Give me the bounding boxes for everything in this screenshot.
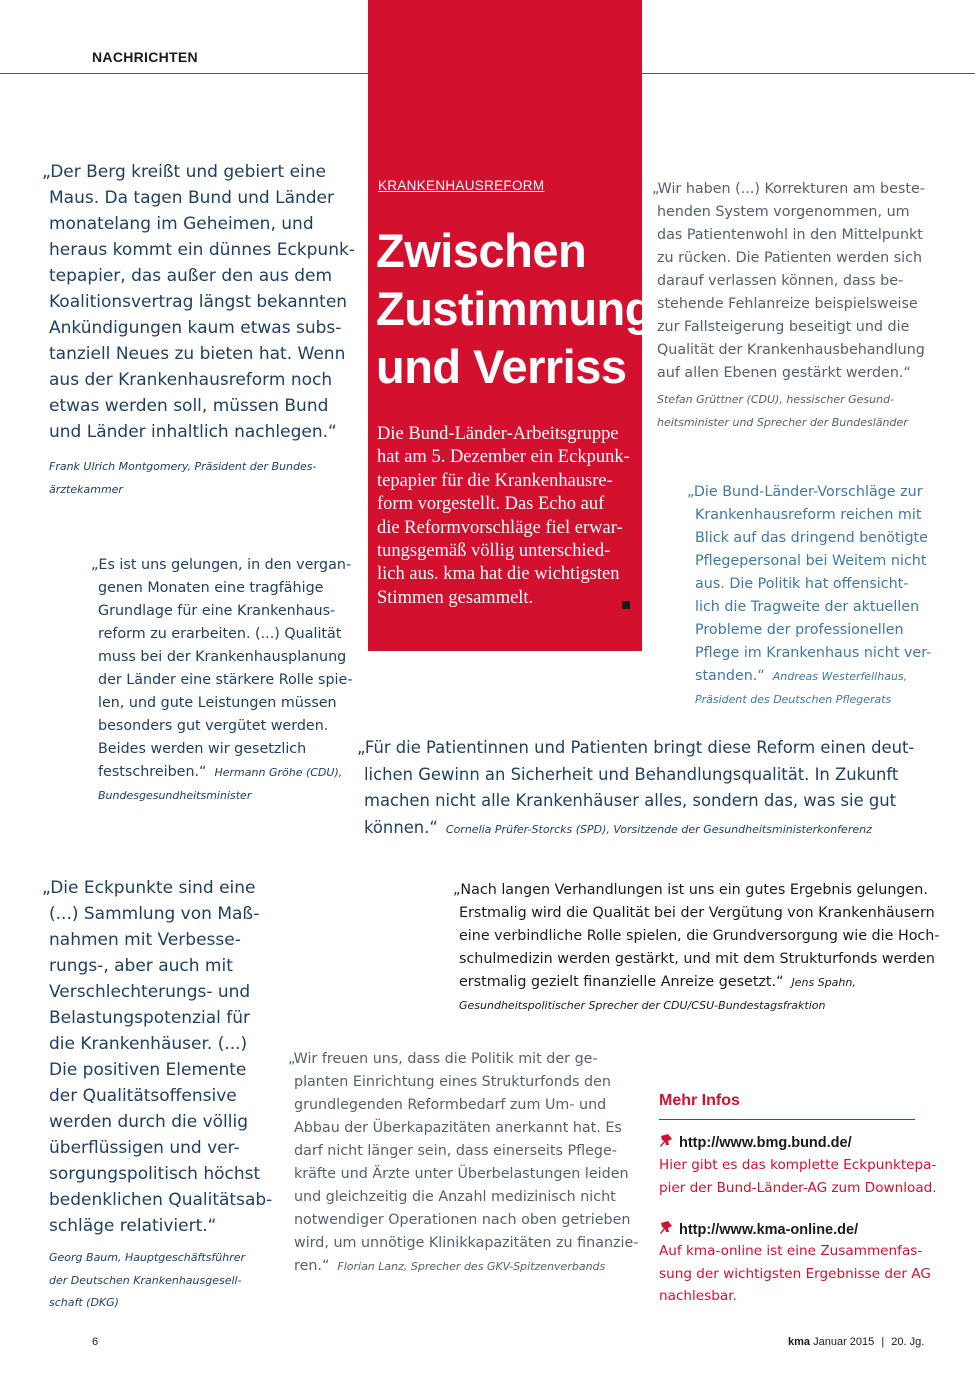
quote-line: Koalitionsvertrag längst bekannten — [49, 292, 348, 312]
quote-line: der Länder eine stärkere Rolle spie- — [98, 672, 353, 688]
source-lanz: Florian Lanz, Sprecher des GKV-Spitzenverbands — [337, 1260, 606, 1273]
quote-line: Die positiven Elemente — [49, 1060, 247, 1080]
source-groehe: Hermann Gröhe (CDU), — [214, 766, 343, 779]
info-line: Hier gibt es das komplette Eckpunktepa- — [659, 1157, 937, 1173]
quote-line: machen nicht alle Krankenhäuser alles, sondern das, was sie gut — [364, 791, 897, 810]
footer-issue-date: Januar 2015 — [813, 1336, 875, 1348]
quote-line: und Länder inhaltlich nachlegen.“ — [49, 422, 337, 442]
lead-line: Die Bund-Länder-Arbeitsgruppe — [377, 424, 619, 444]
source-spahn: Jens Spahn, — [791, 976, 856, 989]
quote-line: „Wir freuen uns, dass die Politik mit der ge- — [288, 1051, 598, 1067]
link-url[interactable]: http://www.bmg.bund.de/ — [679, 1135, 852, 1151]
source-line: Präsident des Deutschen Pflegerats — [695, 693, 892, 706]
quote-line: Blick auf das dringend benötigte — [695, 530, 928, 546]
quote-line: festschreiben.“ — [98, 764, 207, 780]
quote-line: notwendiger Operationen nach oben getrieben — [294, 1212, 631, 1228]
end-mark-icon — [622, 601, 630, 609]
footer-brand: kma — [788, 1336, 811, 1348]
quote-line: Verschlechterungs- und — [49, 982, 251, 1002]
lead-line: tungsgemäß völlig unterschied- — [377, 541, 611, 562]
quote-line: „Die Eckpunkte sind eine — [42, 878, 256, 898]
quote-line: erstmalig gezielt finanzielle Anreize gesetzt.“ — [459, 974, 784, 990]
quote-line: „Wir haben (...) Korrekturen am beste- — [652, 181, 925, 197]
quote-line: Pflege im Krankenhaus nicht ver- — [695, 645, 932, 661]
pushpin-icon — [659, 1133, 675, 1149]
quote-spahn — [453, 879, 940, 1017]
source-gruettner — [657, 388, 908, 434]
quote-line: „Der Berg kreißt und gebiert eine — [42, 162, 327, 182]
quote-line: darf nicht länger sein, dass einerseits Pflege- — [294, 1143, 617, 1159]
source-montgomery — [49, 455, 316, 501]
headline-line: und Verriss — [376, 340, 627, 393]
mehr-infos-title: Mehr Infos — [659, 1092, 740, 1109]
quote-line: „Die Bund-Länder-Vorschläge zur — [687, 484, 923, 500]
source-line: Georg Baum, Hauptgeschäftsführer — [49, 1251, 246, 1264]
source-line: Frank Ulrich Montgomery, Präsident der Bundes- — [49, 460, 317, 473]
headline-line: Zustimmung — [376, 282, 653, 335]
info-line: nachlesbar. — [659, 1288, 737, 1304]
info-text-bmg — [659, 1154, 937, 1199]
info-link-kma[interactable] — [659, 1220, 858, 1238]
feature-lead — [377, 423, 633, 610]
source-line: schaft (DKG) — [49, 1296, 119, 1309]
section-label: NACHRICHTEN — [92, 49, 198, 65]
source-baum — [49, 1247, 245, 1315]
quote-line: lichen Gewinn an Sicherheit und Behandlungsqualität. In Zukunft — [364, 764, 899, 784]
quote-line: henden System vorgenommen, um — [657, 204, 910, 220]
headline-line: Zwischen — [376, 224, 587, 277]
quote-line: darauf verlassen können, dass be- — [657, 273, 904, 289]
quote-baum — [42, 875, 272, 1239]
quote-line: nahmen mit Verbesse- — [49, 930, 241, 950]
quote-line: (...) Sammlung von Maß- — [49, 904, 260, 924]
quote-line: das Patientenwohl in den Mittelpunkt — [657, 227, 923, 243]
quote-line: Beides werden wir gesetzlich — [98, 741, 307, 757]
quote-lanz — [288, 1048, 638, 1278]
quote-line: stehende Fehlanreize beispielsweise — [657, 296, 918, 312]
source-line: heitsminister und Sprecher der Bundesländer — [657, 416, 908, 429]
footer-issue — [788, 1336, 924, 1348]
link-url[interactable]: http://www.kma-online.de/ — [679, 1222, 859, 1238]
quote-line: Maus. Da tagen Bund und Länder — [49, 188, 334, 208]
quote-line: „Für die Patientinnen und Patienten bringt diese Reform einen deut- — [357, 738, 915, 757]
source-line: der Deutschen Krankenhausgesell- — [49, 1273, 242, 1287]
quote-line: schulmedizin werden gestärkt, und mit dem Strukturfonds werden — [459, 951, 935, 967]
quote-line: der Qualitätsoffensive — [49, 1086, 237, 1106]
quote-line: muss bei der Krankenhausplanung — [98, 649, 347, 665]
quote-line: tepapier, das außer den aus dem — [49, 266, 333, 286]
feature-kicker: KRANKENHAUSREFORM — [378, 178, 545, 193]
quote-line: werden durch die völlig — [49, 1112, 248, 1132]
info-line: Auf kma-online ist eine Zusammenfas- — [659, 1243, 923, 1259]
quote-line: Erstmalig wird die Qualität bei der Vergütung von Krankenhäusern — [459, 905, 935, 921]
quote-line: eine verbindliche Rolle spielen, die Grundversorgung wie die Hoch- — [459, 928, 940, 944]
lead-line: die Reformvorschläge fiel erwar- — [377, 517, 623, 538]
mehr-infos-rule — [659, 1119, 915, 1120]
header-rule-right — [642, 73, 975, 74]
quote-line: genen Monaten eine tragfähige — [98, 580, 324, 596]
quote-line: Pflegepersonal bei Weitem nicht — [695, 553, 927, 569]
quote-line: aus der Krankenhausreform noch — [49, 370, 333, 390]
lead-line: Stimmen gesammelt. — [377, 587, 534, 608]
quote-westerfellhaus — [687, 481, 931, 711]
source-westerfellhaus: Andreas Westerfellhaus, — [772, 670, 908, 683]
quote-line: schläge relativiert.“ — [49, 1216, 217, 1236]
quote-line: besonders gut vergütet werden. — [98, 718, 329, 734]
quote-line: können.“ — [364, 817, 438, 837]
quote-pruefer-storcks — [357, 735, 914, 843]
source-line: Bundesgesundheitsminister — [98, 789, 252, 802]
info-line: pier der Bund-Länder-AG zum Download. — [659, 1179, 937, 1196]
quote-line: kräfte und Ärzte unter Überbelastungen leiden — [294, 1166, 629, 1182]
source-line: Gesundheitspolitischer Sprecher der CDU/CSU-Bundestagsfraktion — [459, 999, 826, 1012]
source-pruefer-storcks: Cornelia Prüfer-Storcks (SPD), Vorsitzende der Gesundheitsministerkonferenz — [445, 822, 872, 836]
quote-montgomery — [42, 159, 355, 445]
quote-line: aus. Die Politik hat offensicht- — [695, 576, 909, 592]
quote-line: zu rücken. Die Patienten werden sich — [657, 250, 923, 266]
quote-line: wird, um unnötige Klinikkapazitäten zu finanzie- — [294, 1235, 639, 1251]
quote-line: Probleme der professionellen — [695, 622, 904, 638]
quote-line: Ankündigungen kaum etwas subs- — [49, 318, 342, 338]
quote-line: Qualität der Krankenhausbehandlung — [657, 342, 925, 358]
lead-line: lich aus. kma hat die wichtigsten — [377, 564, 620, 585]
footer-separator: | — [881, 1336, 885, 1348]
quote-line: rungs-, aber auch mit — [49, 956, 233, 976]
quote-line: ren.“ — [294, 1258, 330, 1274]
quote-line: zur Fallsteigerung beseitigt und die — [657, 319, 910, 335]
quote-line: grundlegenden Reformbedarf zum Um- und — [294, 1097, 607, 1113]
quote-line: heraus kommt ein dünnes Eckpunk- — [49, 240, 355, 260]
quote-line: bedenklichen Qualitätsab- — [49, 1190, 273, 1210]
quote-line: monatelang im Geheimen, und — [49, 214, 314, 234]
quote-line: planten Einrichtung eines Strukturfonds den — [294, 1074, 611, 1090]
info-text-kma — [659, 1240, 931, 1308]
quote-line: Belastungspotenzial für — [49, 1008, 251, 1028]
quote-line: lich die Tragweite der aktuellen — [695, 599, 920, 615]
info-link-bmg[interactable] — [659, 1133, 852, 1151]
quote-line: Abbau der Überkapazitäten anerkannt hat. Es — [294, 1120, 622, 1136]
lead-line: hat am 5. Dezember ein Eckpunk- — [377, 447, 630, 468]
quote-gruettner — [652, 178, 925, 385]
quote-line: Krankenhausreform reichen mit — [695, 507, 922, 523]
info-line: sung der wichtigsten Ergebnisse der AG — [659, 1265, 931, 1282]
source-line: ärztekammer — [49, 483, 123, 496]
quote-line: „Es ist uns gelungen, in den vergan- — [91, 557, 352, 573]
quote-line: sorgungspolitisch höchst — [49, 1164, 261, 1184]
page-number: 6 — [92, 1336, 99, 1348]
lead-line: form vorgestellt. Das Echo auf — [377, 494, 605, 515]
quote-line: len, und gute Leistungen müssen — [98, 695, 337, 711]
quote-line: die Krankenhäuser. (...) — [49, 1034, 248, 1054]
quote-line: „Nach langen Verhandlungen ist uns ein gutes Ergebnis gelungen. — [453, 882, 928, 898]
lead-line: tepapier für die Krankenhausre- — [377, 470, 613, 491]
feature-headline — [376, 222, 653, 396]
quote-line: tanziell Neues zu bieten hat. Wenn — [49, 344, 346, 364]
quote-line: standen.“ — [695, 668, 765, 684]
source-line: Stefan Grüttner (CDU), hessischer Gesund- — [657, 393, 895, 406]
pushpin-icon — [659, 1220, 675, 1236]
quote-line: überflüssigen und ver- — [49, 1138, 240, 1158]
quote-line: und gleichzeitig die Anzahl medizinisch nicht — [294, 1189, 616, 1205]
header-rule-left — [0, 73, 368, 74]
footer-volume: 20. Jg. — [891, 1336, 925, 1348]
quote-line: etwas werden soll, müssen Bund — [49, 396, 329, 416]
quote-line: Grundlage für eine Krankenhaus- — [98, 603, 336, 619]
quote-line: auf allen Ebenen gestärkt werden.“ — [657, 365, 911, 381]
quote-groehe — [91, 554, 352, 807]
quote-line: reform zu erarbeiten. (...) Qualität — [98, 626, 342, 642]
